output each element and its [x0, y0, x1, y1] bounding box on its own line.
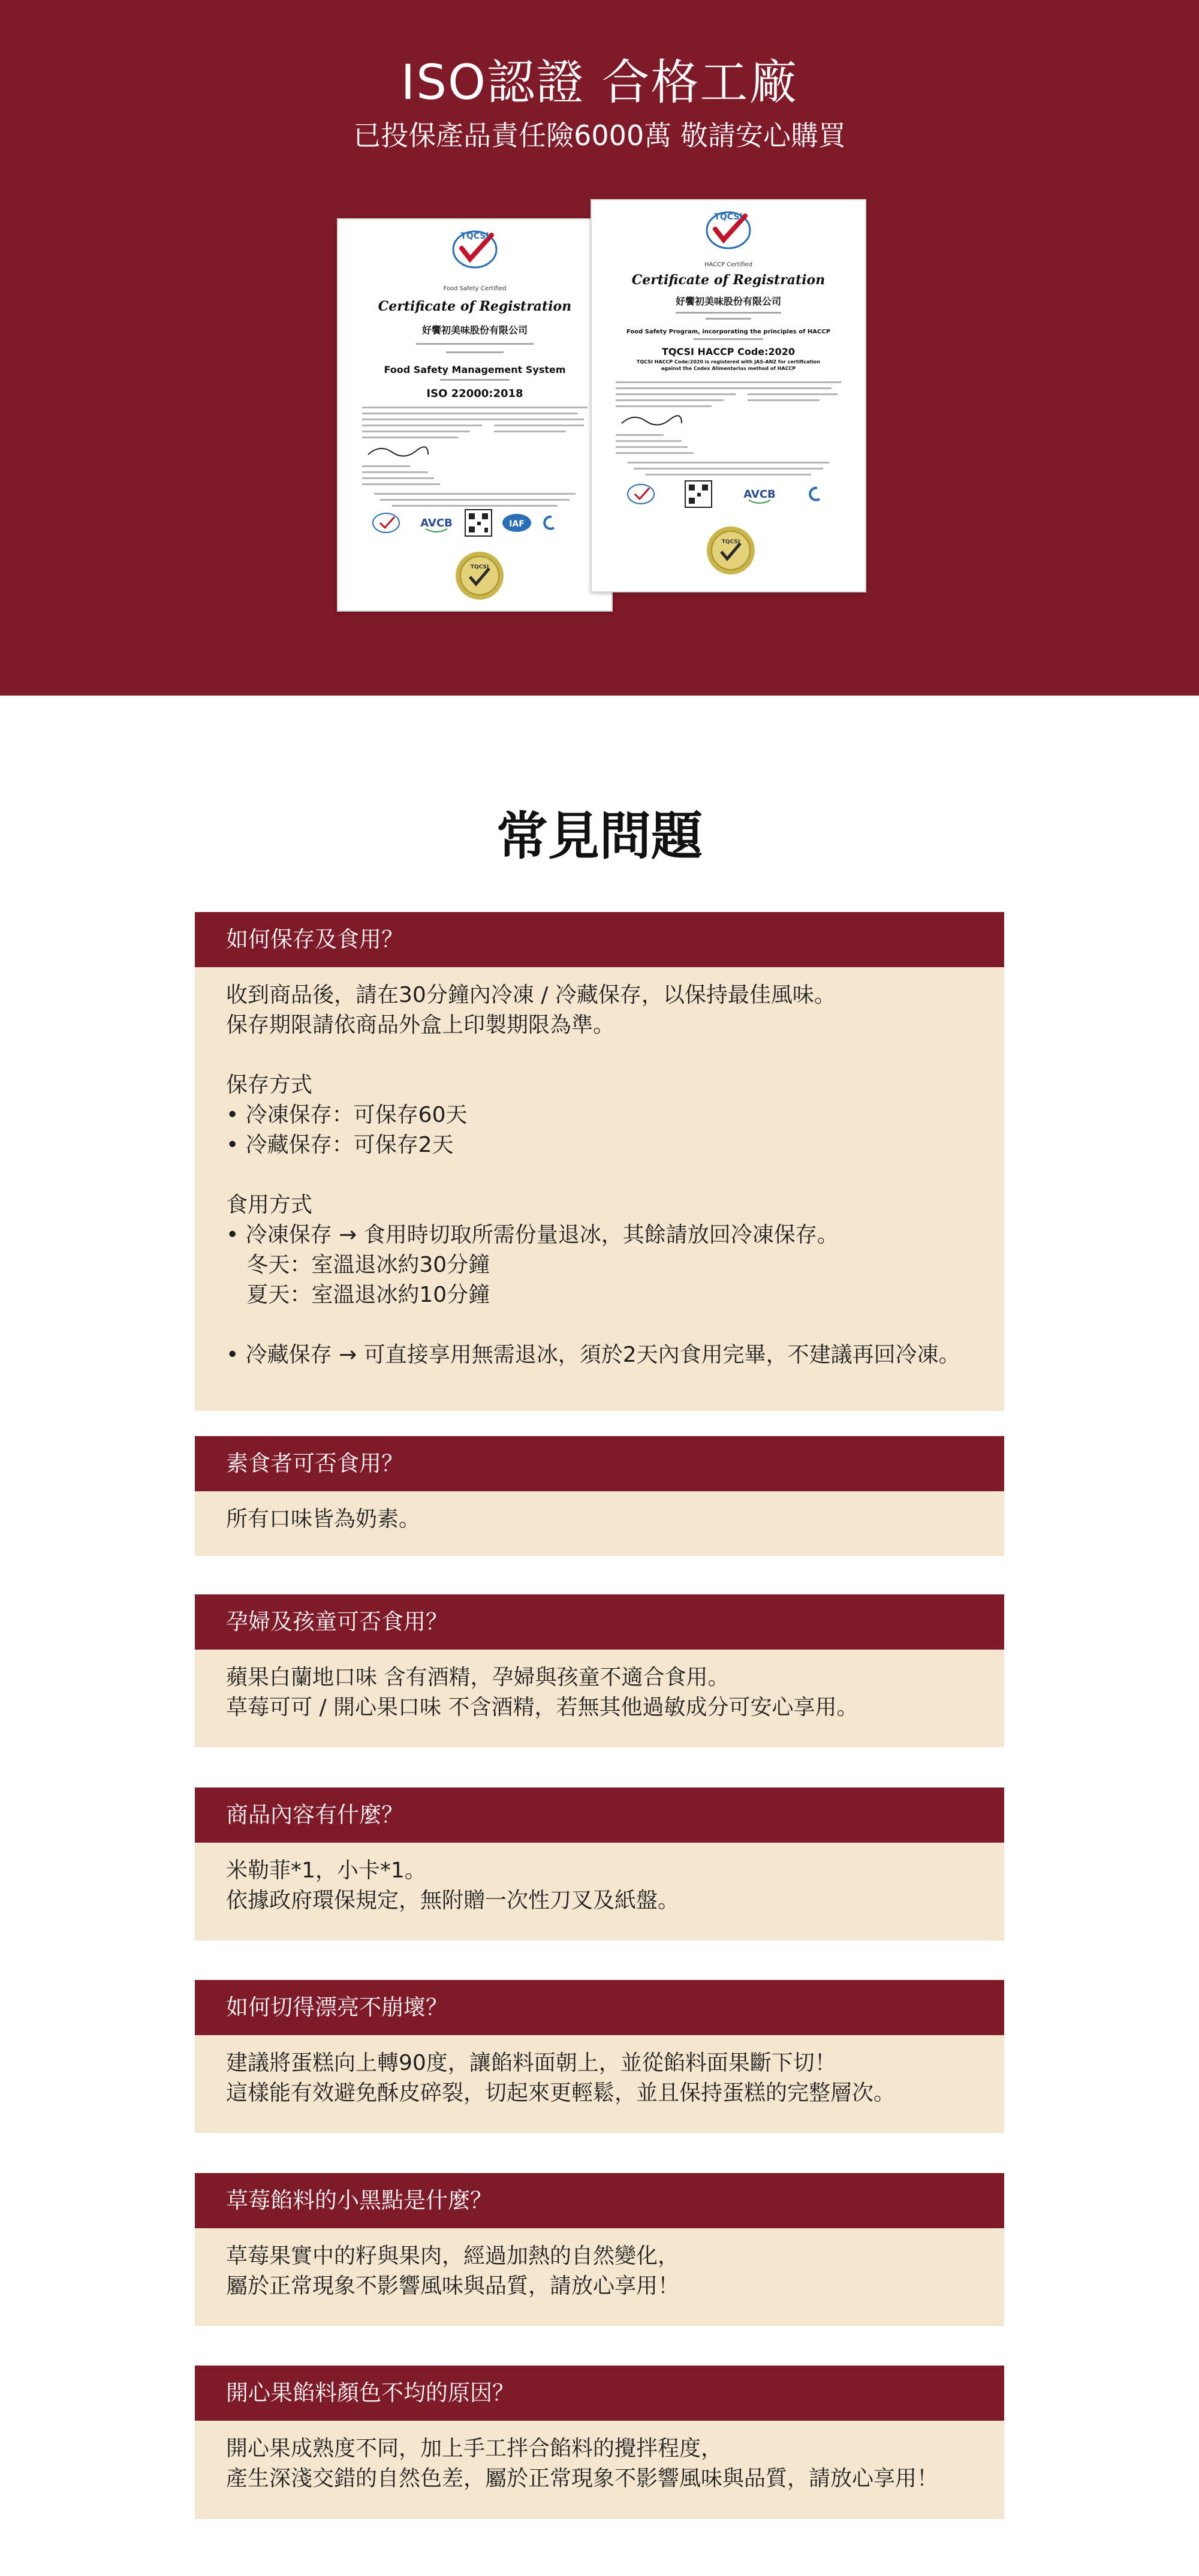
faq-heading: 常見問題	[496, 806, 703, 866]
cert-standard: ISO 22000:2018	[426, 387, 523, 400]
faq-answer-line: 所有口味皆為奶素。	[226, 1507, 421, 1531]
cert-company: 好饗初美味股份有限公司	[675, 296, 782, 307]
faq-answer-line: 依據政府環保規定，無附贈一次性刀叉及紙盤。	[226, 1888, 680, 1913]
certification-banner	[0, 0, 1199, 696]
tqcsi-logo-icon	[707, 212, 750, 248]
cert-system: Food Safety Management System	[384, 364, 566, 375]
faq-question[interactable]: 商品內容有什麼？	[195, 1787, 1004, 1843]
accreditation-badges-icon	[373, 510, 554, 536]
seal-text: TQCSI	[721, 539, 740, 545]
cert-logo-text: TQCSI	[460, 231, 489, 241]
cert-system: Food Safety Program, incorporating the principles of HACCP	[626, 329, 831, 335]
faq-item	[195, 912, 1004, 1411]
cert-note: TQCSI HACCP Code:2020 is registered with JAS-ANZ for certification against the Codex Alimentarius method of HACCP	[636, 359, 821, 371]
faq-answer-line: 開心果成熟度不同，加上手工拌合餡料的攪拌程度，	[226, 2436, 723, 2461]
faq-question[interactable]: 素食者可否食用？	[195, 1436, 1004, 1491]
banner-title: ISO認證 合格工廠	[400, 55, 799, 110]
faq-answer-line: 夏天：室溫退冰約10分鐘	[226, 1283, 490, 1307]
faq-question[interactable]: 開心果餡料顏色不均的原因？	[195, 2366, 1004, 2421]
seal-text: TQCSI	[470, 564, 489, 570]
faq-answer-line: 收到商品後，請在30分鐘內冷凍 / 冷藏保存，以保持最佳風味。	[226, 983, 836, 1007]
faq-item	[195, 1594, 1004, 1747]
faq-answer	[195, 1650, 1004, 1747]
faq-answer	[195, 1843, 1004, 1940]
faq-answer-line: 米勒菲*1，小卡*1。	[226, 1858, 426, 1883]
faq-item	[195, 1787, 1004, 1940]
faq-answer-line: • 冷凍保存 → 食用時切取所需份量退冰，其餘請放回冷凍保存。	[226, 1223, 839, 1247]
cert-heading: Certificate of Registration	[378, 299, 572, 314]
svg-text:IAF: IAF	[509, 519, 525, 529]
faq-answer-line: 食用方式	[226, 1193, 313, 1217]
certificate-document	[338, 219, 611, 610]
faq-answer-line: 蘋果白蘭地口味 含有酒精，孕婦與孩童不適合食用。	[226, 1665, 730, 1690]
faq-answer-line	[226, 1160, 973, 1190]
haccp-certificate	[591, 199, 866, 592]
cert-type: Food Safety Certified	[443, 285, 507, 292]
faq-answer-line: • 冷凍保存：可保存60天	[226, 1103, 468, 1127]
faq-answer-line: 草莓果實中的籽與果肉，經過加熱的自然變化，	[226, 2244, 680, 2268]
faq-answer-line	[226, 1310, 973, 1340]
faq-answer-line: 草莓可可 / 開心果口味 不含酒精，若無其他過敏成分可安心享用。	[226, 1695, 858, 1720]
faq-answer	[195, 2228, 1004, 2326]
faq-item	[195, 1980, 1004, 2133]
faq-answer-line: 建議將蛋糕向上轉90度，讓餡料面朝上，並從餡料面果斷下切！	[226, 2051, 836, 2075]
svg-text:AVCB: AVCB	[743, 488, 776, 501]
faq-question[interactable]: 如何切得漂亮不崩壞？	[195, 1980, 1004, 2035]
certificate-document	[592, 200, 865, 591]
faq-answer-line: 冬天：室溫退冰約30分鐘	[226, 1253, 490, 1277]
faq-item	[195, 1436, 1004, 1556]
gold-seal-icon	[456, 552, 504, 600]
tqcsi-logo-icon	[453, 231, 496, 267]
faq-answer-line: 這樣能有效避免酥皮碎裂，切起來更輕鬆，並且保持蛋糕的完整層次。	[226, 2081, 896, 2105]
faq-answer-line: • 冷藏保存：可保存2天	[226, 1133, 454, 1157]
faq-answer-line: 保存方式	[226, 1073, 313, 1097]
faq-item	[195, 2366, 1004, 2519]
faq-question[interactable]: 草莓餡料的小黑點是什麼？	[195, 2173, 1004, 2228]
faq-item	[195, 2173, 1004, 2326]
faq-answer	[195, 2421, 1004, 2519]
faq-answer-line: 保存期限請依商品外盒上印製期限為準。	[226, 1013, 615, 1037]
cert-type: HACCP Certified	[704, 261, 753, 268]
cert-heading: Certificate of Registration	[631, 272, 826, 288]
cert-standard: TQCSI HACCP Code:2020	[661, 346, 796, 357]
faq-answer-line	[226, 1040, 973, 1070]
faq-answer	[195, 2035, 1004, 2133]
banner-subtitle: 已投保產品責任險6000萬 敬請安心購買	[353, 119, 846, 152]
cert-company: 好饗初美味股份有限公司	[421, 324, 528, 336]
faq-answer-line: 屬於正常現象不影響風味與品質，請放心享用！	[226, 2274, 680, 2298]
iso22000-certificate	[337, 218, 613, 612]
faq-answer-line: 產生深淺交錯的自然色差，屬於正常現象不影響風味與品質，請放心享用！	[226, 2466, 939, 2491]
faq-answer-line: • 冷藏保存 → 可直接享用無需退冰，須於2天內食用完畢，不建議再回冷凍。	[226, 1343, 960, 1367]
svg-text:AVCB: AVCB	[420, 517, 453, 529]
faq-answer	[195, 1491, 1004, 1556]
faq-question[interactable]: 孕婦及孩童可否食用？	[195, 1594, 1004, 1650]
faq-question[interactable]: 如何保存及食用？	[195, 912, 1004, 967]
cert-logo-text: TQCSI	[714, 212, 743, 222]
faq-answer	[195, 967, 1004, 1411]
gold-seal-icon	[707, 526, 755, 574]
accreditation-badges-icon	[628, 481, 820, 507]
